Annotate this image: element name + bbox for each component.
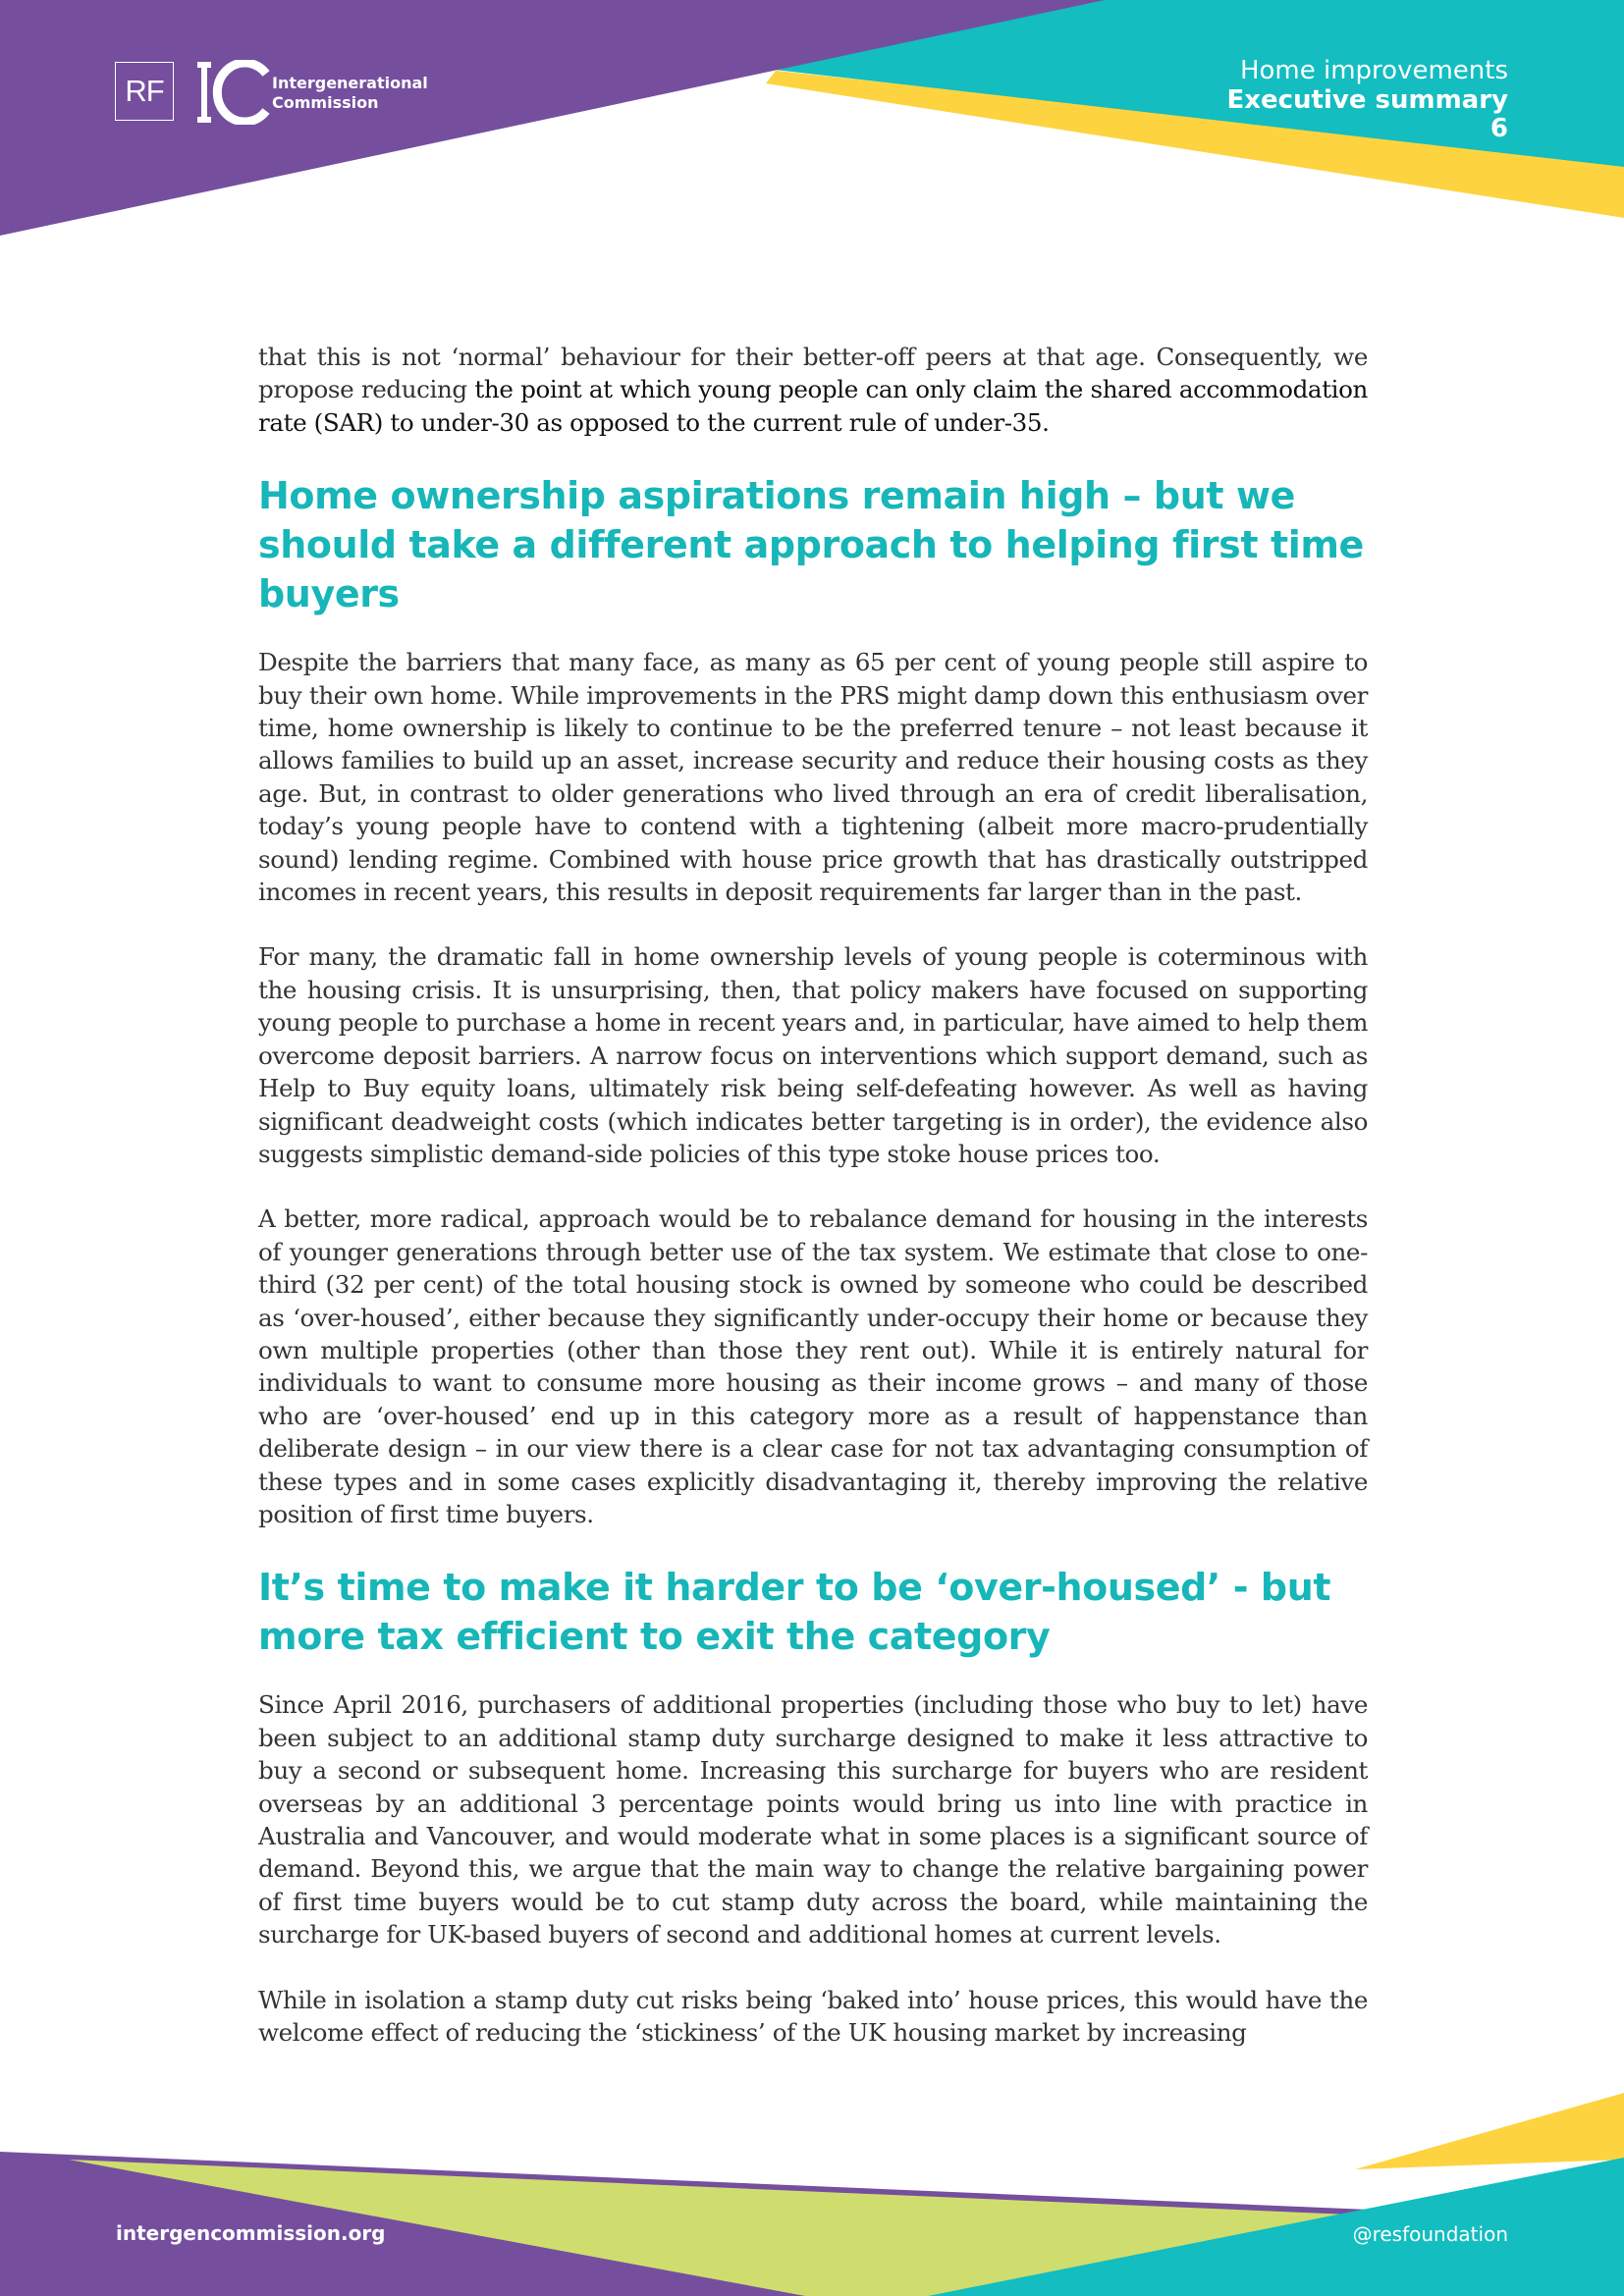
rf-logo: RF (115, 62, 174, 121)
intro-text-part2: the point at which young people can only claim the shared accommodation rate (SAR) to under-30 as opposed to the current rule of under-35. (258, 375, 1368, 437)
ic-logo-line2: Commission (272, 93, 379, 112)
ic-logo-mark (193, 60, 270, 125)
intergenerational-commission-logo (193, 61, 428, 124)
intro-text-part1: that this is not ‘normal’ behaviour for their better-off peers at that age. Consequently, we propose reducing (258, 343, 1368, 404)
paragraph-stamp-duty-surcharge: Since April 2016, purchasers of additional properties (including those who buy to let) have been subject to an additional stamp duty surcharge designed to make it less attractive to buy a second or subsequent home. Increasing this surcharge for buyers who are resident overseas by an additional 3 percentage points would bring us into line with practice in Australia and Vancouver, and would moderate what in some places is a significant source of demand. Beyond this, we argue that the main way to change the relative bargaining power of first time buyers would be to cut stamp duty across the board, while maintaining the surcharge for UK-based buyers of second and additional homes at current levels. (258, 1690, 1368, 1949)
paragraph-stamp-duty-cut: While in isolation a stamp duty cut risks being ‘baked into’ house prices, this would have the welcome effect of reducing the ‘stickiness’ of the UK housing market by increasing (258, 1985, 1368, 2048)
paragraph-aspirations: Despite the barriers that many face, as many as 65 per cent of young people still aspire to buy their own home. While improvements in the PRS might damp down this enthusiasm over time, home ownership is likely to continue to be the preferred tenure – not least because it allows families to build up an asset, increase security and reduce their housing costs as they age. But, in contrast to older generations who lived through an era of credit liberalisation, today’s young people have to contend with a tightening (albeit more macro-prudentially sound) lending regime. Combined with house price growth that has drastically outstripped incomes in recent years, this results in deposit requirements far larger than in the past. (258, 648, 1368, 907)
ic-logo-text (272, 74, 428, 113)
twitter-handle-link[interactable]: @resfoundation (1352, 2222, 1508, 2246)
section-heading-home-ownership: Home ownership aspirations remain high – but we should take a different approach to helping first time buyers (258, 474, 1364, 616)
intro-paragraph (258, 341, 1368, 439)
section-heading-over-housed: It’s time to make it harder to be ‘over-housed’ - but more tax efficient to exit the category (258, 1566, 1331, 1659)
running-header (1226, 56, 1508, 142)
page-number: 6 (1489, 114, 1508, 143)
website-link[interactable]: intergencommission.org (116, 2221, 386, 2245)
footer-yellow-stripe (1355, 2093, 1624, 2169)
paragraph-housing-crisis: For many, the dramatic fall in home ownership levels of young people is coterminous with the housing crisis. It is unsurprising, then, that policy makers have focused on supporting young people to purchase a home in recent years and, in particular, have aimed to help them overcome deposit barriers. A narrow focus on interventions which support demand, such as Help to Buy equity loans, ultimately risk being self-defeating however. As well as having significant deadweight costs (which indicates better targeting is in order), the evidence also suggests simplistic demand-side policies of this type stoke house prices too. (258, 942, 1368, 1168)
section-title: Executive summary (1226, 85, 1508, 115)
report-title: Home improvements (1239, 56, 1508, 85)
ic-logo-line1: Intergenerational (272, 74, 428, 92)
paragraph-rebalance-demand: A better, more radical, approach would be to rebalance demand for housing in the interests of younger generations through better use of the tax system. We estimate that close to one-third (32 per cent) of the total housing stock is owned by someone who could be described as ‘over-housed’, either because they significantly under-occupy their home or because they own multiple properties (other than those they rent out). While it is entirely natural for individuals to want to consume more housing as their income grows – and many of those who are ‘over-housed’ end up in this category more as a result of happenstance than deliberate design – in our view there is a clear case for not tax advantaging consumption of these types and in some cases explicitly disadvantaging it, thereby improving the relative position of first time buyers. (258, 1204, 1368, 1528)
main-content (258, 341, 1368, 2081)
